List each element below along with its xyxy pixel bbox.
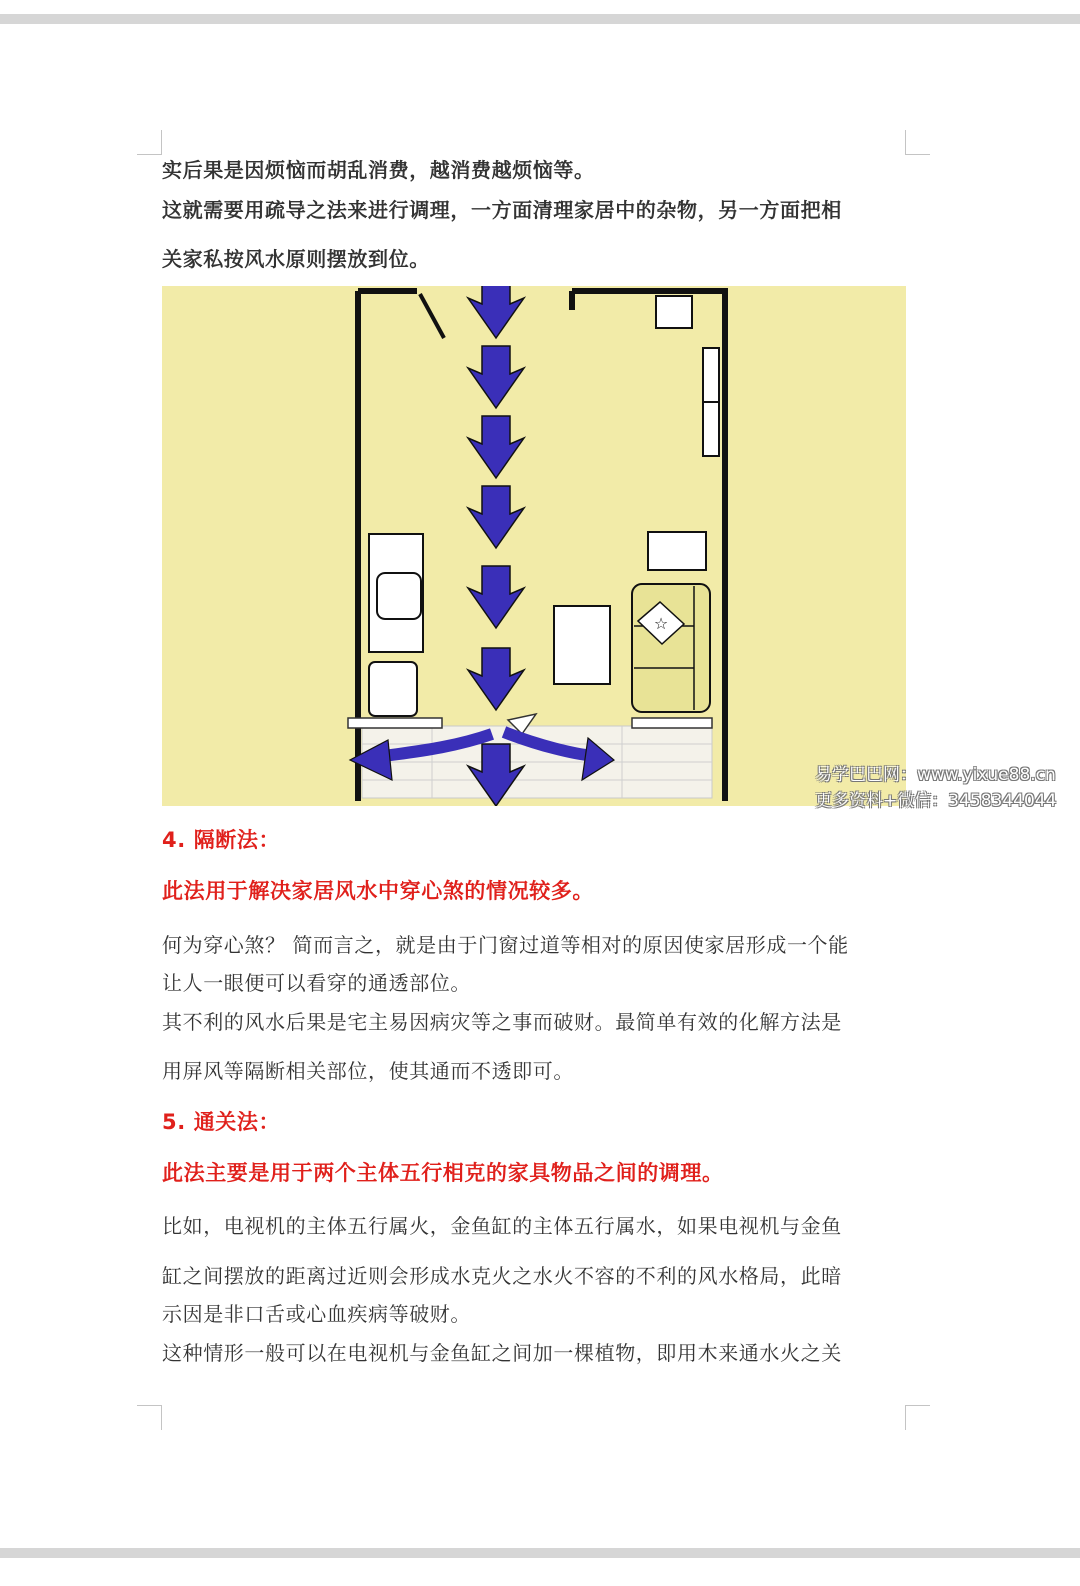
bottom-page-edge xyxy=(0,1548,1080,1558)
paragraph-line: 何为穿心煞？ 简而言之，就是由于门窗过道等相对的原因使家居形成一个能 xyxy=(162,933,849,957)
paragraph-line: 比如，电视机的主体五行属火，金鱼缸的主体五行属水，如果电视机与金鱼 xyxy=(162,1214,842,1238)
floor-plan-illustration xyxy=(162,286,906,806)
paragraph-line: 关家私按风水原则摆放到位。 xyxy=(162,247,430,271)
paragraph-line: 实后果是因烦恼而胡乱消费，越消费越烦恼等。 xyxy=(162,158,595,182)
cabinet xyxy=(656,296,692,328)
crop-mark-top-left xyxy=(137,130,162,155)
section-heading: 4. 隔断法： xyxy=(162,828,281,852)
paragraph-line: 让人一眼便可以看穿的通透部位。 xyxy=(162,971,471,995)
crop-mark-bottom-left xyxy=(137,1405,162,1430)
door-right xyxy=(632,718,712,728)
watermark-line: 易学巴巴网：www.yixue88.cn xyxy=(815,765,1056,785)
paragraph-line: 这就需要用疏导之法来进行调理，一方面清理家居中的杂物，另一方面把相 xyxy=(162,198,842,222)
section-subheading: 此法用于解决家居风水中穿心煞的情况较多。 xyxy=(162,879,594,903)
svg-text:☆: ☆ xyxy=(653,614,669,633)
desk-chair xyxy=(377,573,421,619)
paragraph-line: 其不利的风水后果是宅主易因病灾等之事而破财。最简单有效的化解方法是 xyxy=(162,1010,842,1034)
coffee-table xyxy=(554,606,610,684)
door-left xyxy=(348,718,442,728)
watermark-line: 更多资料+微信：3458344044 xyxy=(815,791,1057,811)
side-table xyxy=(648,532,706,570)
section-subheading: 此法主要是用于两个主体五行相克的家具物品之间的调理。 xyxy=(162,1161,724,1185)
paragraph-line: 这种情形一般可以在电视机与金鱼缸之间加一棵植物，即用木来通水火之关 xyxy=(162,1341,842,1365)
armchair xyxy=(369,662,417,716)
section-heading: 5. 通关法： xyxy=(162,1110,281,1134)
paragraph-line: 用屏风等隔断相关部位，使其通而不透即可。 xyxy=(162,1059,574,1083)
crop-mark-bottom-right xyxy=(905,1405,930,1430)
paragraph-line: 缸之间摆放的距离过近则会形成水克火之水火不容的不利的风水格局，此暗 xyxy=(162,1264,842,1288)
paragraph-line: 示因是非口舌或心血疾病等破财。 xyxy=(162,1302,471,1326)
sofa xyxy=(632,584,710,712)
top-page-edge xyxy=(0,14,1080,24)
crop-mark-top-right xyxy=(905,130,930,155)
